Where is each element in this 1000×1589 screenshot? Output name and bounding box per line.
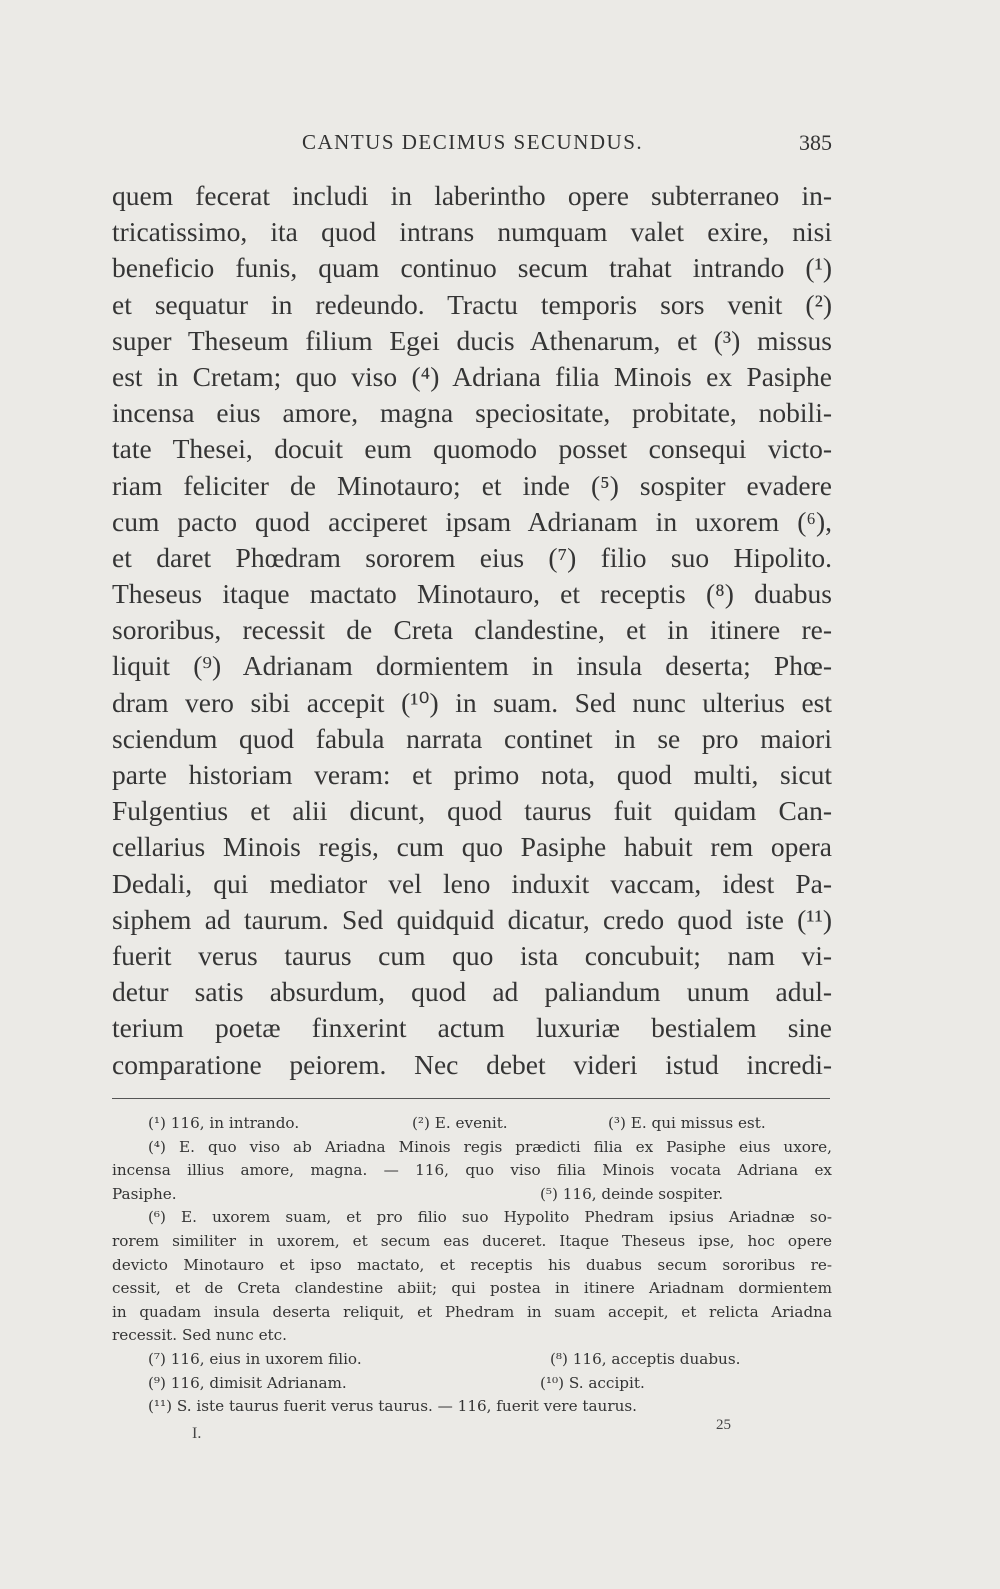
text-line: fuerit verus taurus cum quo ista concubuit; nam vi- [112, 939, 832, 971]
footnote-row [112, 1348, 832, 1372]
text-line: super Theseum filium Egei ducis Athenarum, et (³) missus [112, 324, 832, 356]
text-line: tricatissimo, ita quod intrans numquam valet exire, nisi [112, 216, 832, 248]
signature-mark: I. [192, 1425, 202, 1442]
text-line: detur satis absurdum, quod ad paliandum unum adul- [112, 976, 832, 1008]
text-line: Theseus itaque mactato Minotauro, et receptis (⁸) duabus [112, 578, 832, 610]
footnote-divider [112, 1098, 830, 1099]
footnote-7: (⁷) 116, eius in uxorem filio. [148, 1349, 362, 1368]
footnote-3: (³) E. qui missus est. [608, 1114, 766, 1132]
text-line: beneficio funis, quam continuo secum trahat intrando (¹) [112, 252, 832, 284]
footnote-4-end: Pasiphe. [112, 1184, 177, 1203]
text-line: Dedali, qui mediator vel leno induxit vaccam, idest Pa- [112, 867, 832, 899]
footnote-6-cont: in quadam insula deserta reliquit, et Phedram in suam accepit, et relicta Ariadna [112, 1302, 832, 1321]
footnote-6-cont: rorem similiter in uxorem, et secum eas duceret. Itaque Theseus ipse, hoc opere [112, 1231, 832, 1250]
text-line: sororibus, recessit de Creta clandestine, et in itinere re- [112, 614, 832, 646]
footnotes [112, 1112, 832, 1419]
text-line: cum pacto quod acciperet ipsam Adrianam in uxorem (⁶), [112, 505, 832, 537]
footnote-10: (¹⁰) S. accipit. [540, 1373, 645, 1392]
text-line: terium poetæ finxerint actum luxuriæ bestialem sine [112, 1012, 832, 1044]
footnote-5: (⁵) 116, deinde sospiter. [540, 1184, 724, 1203]
footnote-11: (¹¹) S. iste taurus fuerit verus taurus. — 116, fuerit vere taurus. [148, 1397, 637, 1416]
page-header [112, 130, 832, 164]
text-line: cellarius Minois regis, cum quo Pasiphe habuit rem opera [112, 831, 832, 863]
footnote-row [112, 1183, 832, 1207]
footnote-6: (⁶) E. uxorem suam, et pro filio suo Hypolito Phedram ipsius Ariadnæ so- [148, 1208, 832, 1227]
footnote-row [112, 1395, 832, 1419]
footnote-4: (⁴) E. quo viso ab Ariadna Minois regis prædicti filia ex Pasiphe eius uxore, [148, 1137, 832, 1156]
main-text [112, 178, 832, 1083]
text-line: quem fecerat includi in laberintho opere subterraneo in- [112, 180, 832, 211]
page-number: 385 [799, 130, 832, 155]
footnote-4-cont: incensa illius amore, magna. — 116, quo viso filia Minois vocata Adriana ex [112, 1161, 832, 1180]
footnote-6-cont: devicto Minotauro et ipso mactato, et receptis his duabus secum sororibus re- [112, 1255, 832, 1274]
footnote-6-cont: cessit, et de Creta clandestine abiit; qui postea in itinere Ariadnam dormientem [112, 1279, 832, 1298]
running-title: CANTUS DECIMUS SECUNDUS. [302, 130, 644, 154]
footnote-8: (⁸) 116, acceptis duabus. [550, 1349, 741, 1368]
text-line: parte historiam veram: et primo nota, quod multi, sicut [112, 759, 832, 790]
text-line: liquit (⁹) Adrianam dormientem in insula deserta; Phœ- [112, 650, 832, 682]
text-line: riam feliciter de Minotauro; et inde (⁵) sospiter evadere [112, 469, 832, 501]
text-line: et sequatur in redeundo. Tractu temporis sors venit (²) [112, 288, 832, 320]
text-line: siphem ad taurum. Sed quidquid dicatur, credo quod iste (¹¹) [112, 903, 832, 935]
text-line: sciendum quod fabula narrata continet in se pro maiori [112, 722, 832, 754]
footnote-2: (²) E. evenit. [412, 1114, 508, 1132]
footnote-row [112, 1112, 832, 1136]
text-line: comparatione peiorem. Nec debet videri istud incredi- [112, 1048, 832, 1080]
text-line: incensa eius amore, magna speciositate, probitate, nobili- [112, 397, 832, 429]
footnote-1: (¹) 116, in intrando. [148, 1114, 300, 1132]
text-line: et daret Phœdram sororem eius (⁷) filio suo Hipolito. [112, 541, 832, 573]
text-line: Fulgentius et alii dicunt, quod taurus fuit quidam Can- [112, 795, 832, 827]
text-line: est in Cretam; quo viso (⁴) Adriana filia Minois ex Pasiphe [112, 360, 832, 392]
page-footer [112, 1417, 832, 1455]
text-line: tate Thesei, docuit eum quomodo posset consequi victo- [112, 433, 832, 465]
footnote-6-end: recessit. Sed nunc etc. [112, 1326, 287, 1345]
sheet-number: 25 [716, 1417, 731, 1433]
footnote-row [112, 1372, 832, 1396]
text-line: dram vero sibi accepit (¹⁰) in suam. Sed nunc ulterius est [112, 686, 832, 718]
footnote-9: (⁹) 116, dimisit Adrianam. [148, 1373, 347, 1392]
